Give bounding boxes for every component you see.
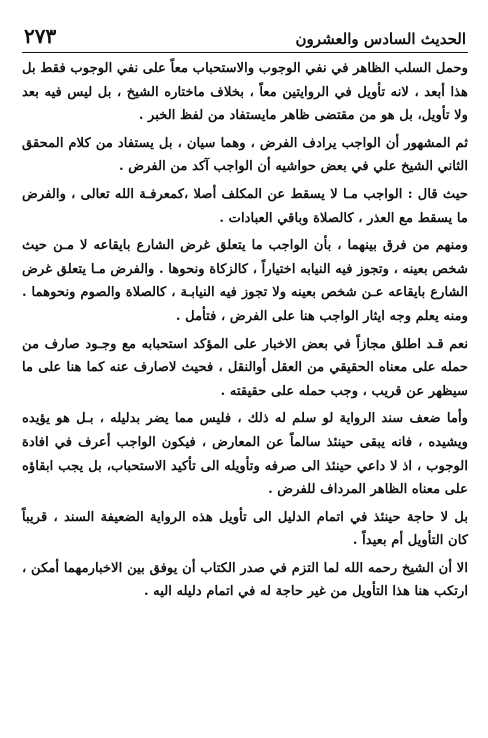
body-text	[22, 57, 468, 604]
paragraph-7: بل لا حاجة حينئذ في اتمام الدليل الى تأويل هذه الرواية الضعيفة السند ، قريباً كان التأويل أم بعيداً .	[22, 509, 468, 549]
page-number: ٢٧٣	[24, 24, 57, 48]
book-page	[22, 8, 468, 728]
paragraph-8: الا أن الشيخ رحمه الله لما التزم في صدر الكتاب أن يوفق بين الاخبارمهما أمكن ، ارتكب هنا هذا التأويل من غير حاجة له في اتمام دليله اليه .	[22, 560, 468, 600]
running-title: الحديث السادس والعشرون	[295, 30, 466, 48]
paragraph-5: نعم قـد اطلق مجازاً في بعض الاخبار على المؤكد استحبابه مع وجـود صارف من حمله على معناه الحقيقي من العقل أوالنقل ، فحيث لاصارف عنه كما هنا على ما سيظهر عن قريب ، وجب حمله على حقيقته .	[22, 336, 468, 399]
paragraph-3: حيث قال : الواجب مـا لا يسقط عن المكلف أصلا ،كمعرفـة الله تعالى ، والفرض ما يسقط مع العذر ، كالصلاة وباقي العبادات .	[22, 186, 468, 226]
paragraph-1: وحمل السلب الظاهر في نفي الوجوب والاستحباب معاً على نفي الوجوب فقط بل هذا أبعد ، لانه تأويل في الروايتين معاً ، بخلاف ماختاره الشيخ ، بل ليس فيه بعد ولا تأويل، بل هو من مقتضى ظاهر مايستفاد من لفظ الخبر .	[22, 61, 468, 124]
page-header	[22, 8, 468, 53]
paragraph-4: ومنهم من فرق بينهما ، بأن الواجب ما يتعلق غرض الشارع بايقاعه لا مـن حيث شخص بعينه ، وتجوز فيه النيابه اختياراً ، كالزكاة ونحوها . والفرض مـا يتعلق غرض الشارع بايقاعه عـن شخص بعينه ولا تجوز فيه النيابـة ، كالصلاة والصوم ونحوهما . ومنه يعلم وجه ايثار الواجب هنا على الفرض ، فتأمل .	[22, 238, 468, 324]
paragraph-2: ثم المشهور أن الواجب يرادف الفرض ، وهما سيان ، بل يستفاد من كلام المحقق الثاني الشيخ علي في بعض حواشيه أن الواجب آكد من الفرض .	[22, 135, 468, 175]
paragraph-6: وأما ضعف سند الرواية لو سلم له ذلك ، فليس مما يضر بدليله ، بـل هو يؤيده ويشيده ، فانه يبقى حينئذ سالماً عن المعارض ، فيكون الواجب أعرف في افادة الوجوب ، اذ لا داعي حينئذ الى صرفه وتأويله الى تأكيد الاستحباب، بل يجب ابقاؤه على معناه الظاهر المرداف للفرض .	[22, 411, 468, 498]
